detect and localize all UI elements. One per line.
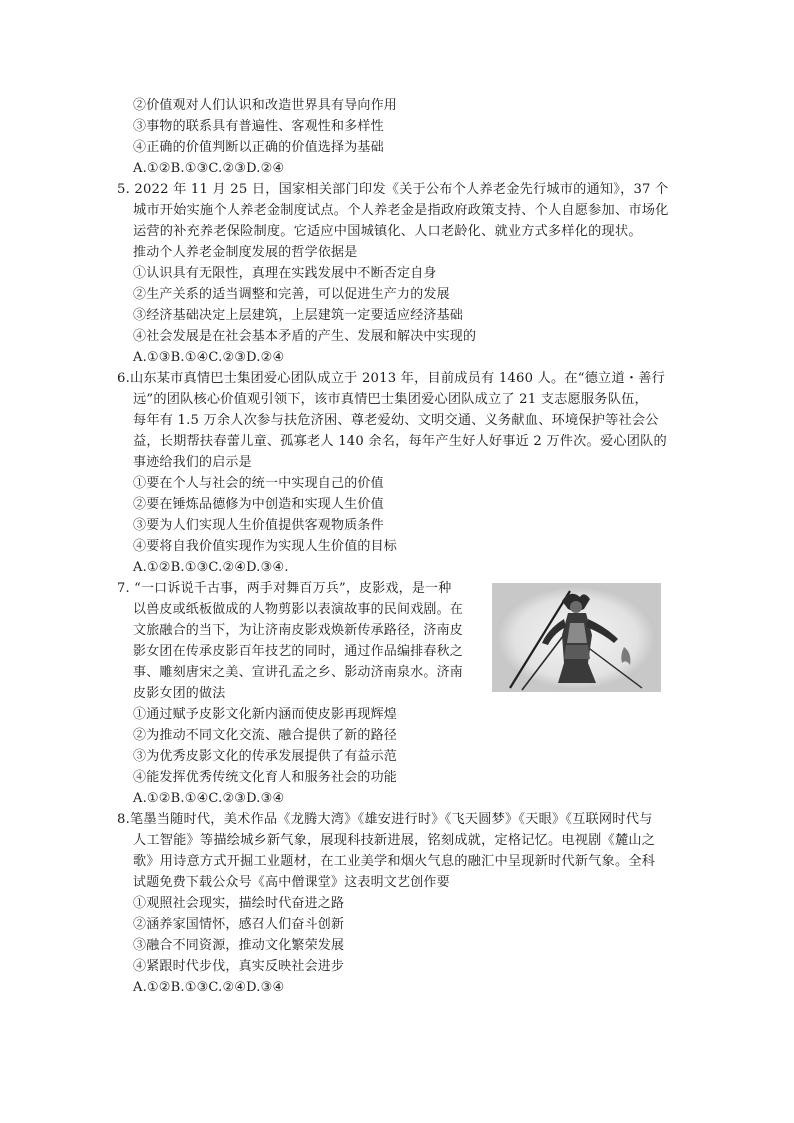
q5-stem-line: 运营的补充养老保险制度。它适应中国城镇化、人口老龄化、就业方式多样化的现状。 xyxy=(133,224,642,239)
q6-option: ③要为人们实现人生价值提供客观物质条件 xyxy=(133,518,384,533)
q7-stem-line: 事、雕刻唐宋之美、宣讲孔孟之乡、影动济南泉水。济南 xyxy=(133,665,464,680)
q7-stem-line: 皮影女团的做法 xyxy=(133,686,226,701)
prev-answer-choices: A.①②B.①③C.②③D.②④ xyxy=(133,161,285,176)
q5-stem-line: 推动个人养老金制度发展的哲学依据是 xyxy=(133,245,358,260)
q6-stem-line: 益，长期帮扶春蕾儿童、孤寡老人 140 余名，每年产生好人好事近 2 万件次。爱心团队的 xyxy=(133,434,667,449)
q7-option: ④能发挥优秀传统文化育人和服务社会的功能 xyxy=(133,770,398,785)
q8-option: ④紧跟时代步伐，真实反映社会进步 xyxy=(133,959,345,974)
q7-option: ③为优秀皮影文化的传承发展提供了有益示范 xyxy=(133,749,398,764)
q7-stem-line: 影女团在传承皮影百年技艺的同时，通过作品编排春秋之 xyxy=(133,644,464,659)
q8-stem-line: 8.笔墨当随时代，美术作品《龙腾大湾》《雄安进行时》《飞天圆梦》《天眼》《互联网时代与 xyxy=(117,812,653,827)
q8-stem-line: 歌》用诗意方式开掘工业题材，在工业美学和烟火气息的融汇中呈现新时代新气象。全科 xyxy=(133,854,656,869)
q6-option: ①要在个人与社会的统一中实现自己的价值 xyxy=(133,476,384,491)
q8-stem-line: 人工智能》等描绘城乡新气象，展现科技新进展，铭刻成就，定格记忆。电视剧《麓山之 xyxy=(133,833,656,848)
prev-option-3: ③事物的联系具有普遍性、客观性和多样性 xyxy=(133,119,384,134)
q7-option: ②为推动不同文化交流、融合提供了新的路径 xyxy=(133,728,398,743)
q6-answer-choices: A.①②B.①③C.②④D.③④. xyxy=(133,560,289,575)
prev-option-2: ②价值观对人们认识和改造世界具有导向作用 xyxy=(133,98,398,113)
q5-stem-line: 城市开始实施个人养老金制度试点。个人养老金是指政府政策支持、个人自愿参加、市场化 xyxy=(133,203,669,218)
q8-stem-line: 试题免费下载公众号《高中僧课堂》这表明文艺创作要 xyxy=(133,875,450,890)
q5-option: ④社会发展是在社会基本矛盾的产生、发展和解决中实现的 xyxy=(133,329,477,344)
q8-option: ①观照社会现实，描绘时代奋进之路 xyxy=(133,896,345,911)
q8-option: ③融合不同资源，推动文化繁荣发展 xyxy=(133,938,345,953)
q6-option: ④要将自我价值实现作为实现人生价值的目标 xyxy=(133,539,398,554)
q6-stem-line: 远”的团队核心价值观引领下，该市真情巴士集团爱心团队成立了 21 支志愿服务队伍， xyxy=(133,392,648,407)
q7-stem-line: 文旅融合的当下，为让济南皮影戏焕新传承路径，济南皮 xyxy=(133,623,464,638)
q6-option: ②要在锤炼品德修为中创造和实现人生价值 xyxy=(133,497,384,512)
prev-option-4: ④正确的价值判断以正确的价值选择为基础 xyxy=(133,140,384,155)
q5-answer-choices: A.①③B.①④C.②③D.②④ xyxy=(133,350,285,365)
q5-stem-line: 5. 2022 年 11 月 25 日，国家相关部门印发《关于公布个人养老金先行城市的通知》，37 个 xyxy=(117,182,669,197)
q5-option: ②生产关系的适当调整和完善，可以促进生产力的发展 xyxy=(133,287,450,302)
q8-option: ②涵养家国情怀，感召人们奋斗创新 xyxy=(133,917,345,932)
q6-stem-line: 事迹给我们的启示是 xyxy=(133,455,252,470)
q7-option: ①通过赋予皮影文化新内涵而使皮影再现辉煌 xyxy=(133,707,398,722)
q6-stem-line: 6.山东某市真情巴士集团爱心团队成立于 2013 年，目前成员有 1460 人。在“德立道・善行 xyxy=(117,371,665,386)
q7-answer-choices: A.①②B.①④C.②③D.③④ xyxy=(133,791,285,806)
shadow-puppet-image xyxy=(492,583,661,692)
q7-stem-line: 以兽皮或纸板做成的人物剪影以表演故事的民间戏剧。在 xyxy=(133,602,464,617)
q5-option: ③经济基础决定上层建筑，上层建筑一定要适应经济基础 xyxy=(133,308,464,323)
q6-stem-line: 每年有 1.5 万余人次参与扶危济困、尊老爱幼、文明交通、义务献血、环境保护等社会公 xyxy=(133,413,659,428)
q5-option: ①认识具有无限性，真理在实践发展中不断否定自身 xyxy=(133,266,437,281)
q7-stem-line: 7. “一口诉说千古事，两手对舞百万兵”，皮影戏，是一种 xyxy=(117,581,452,596)
q8-answer-choices: A.①②B.①③C.②④D.③④ xyxy=(133,980,285,995)
